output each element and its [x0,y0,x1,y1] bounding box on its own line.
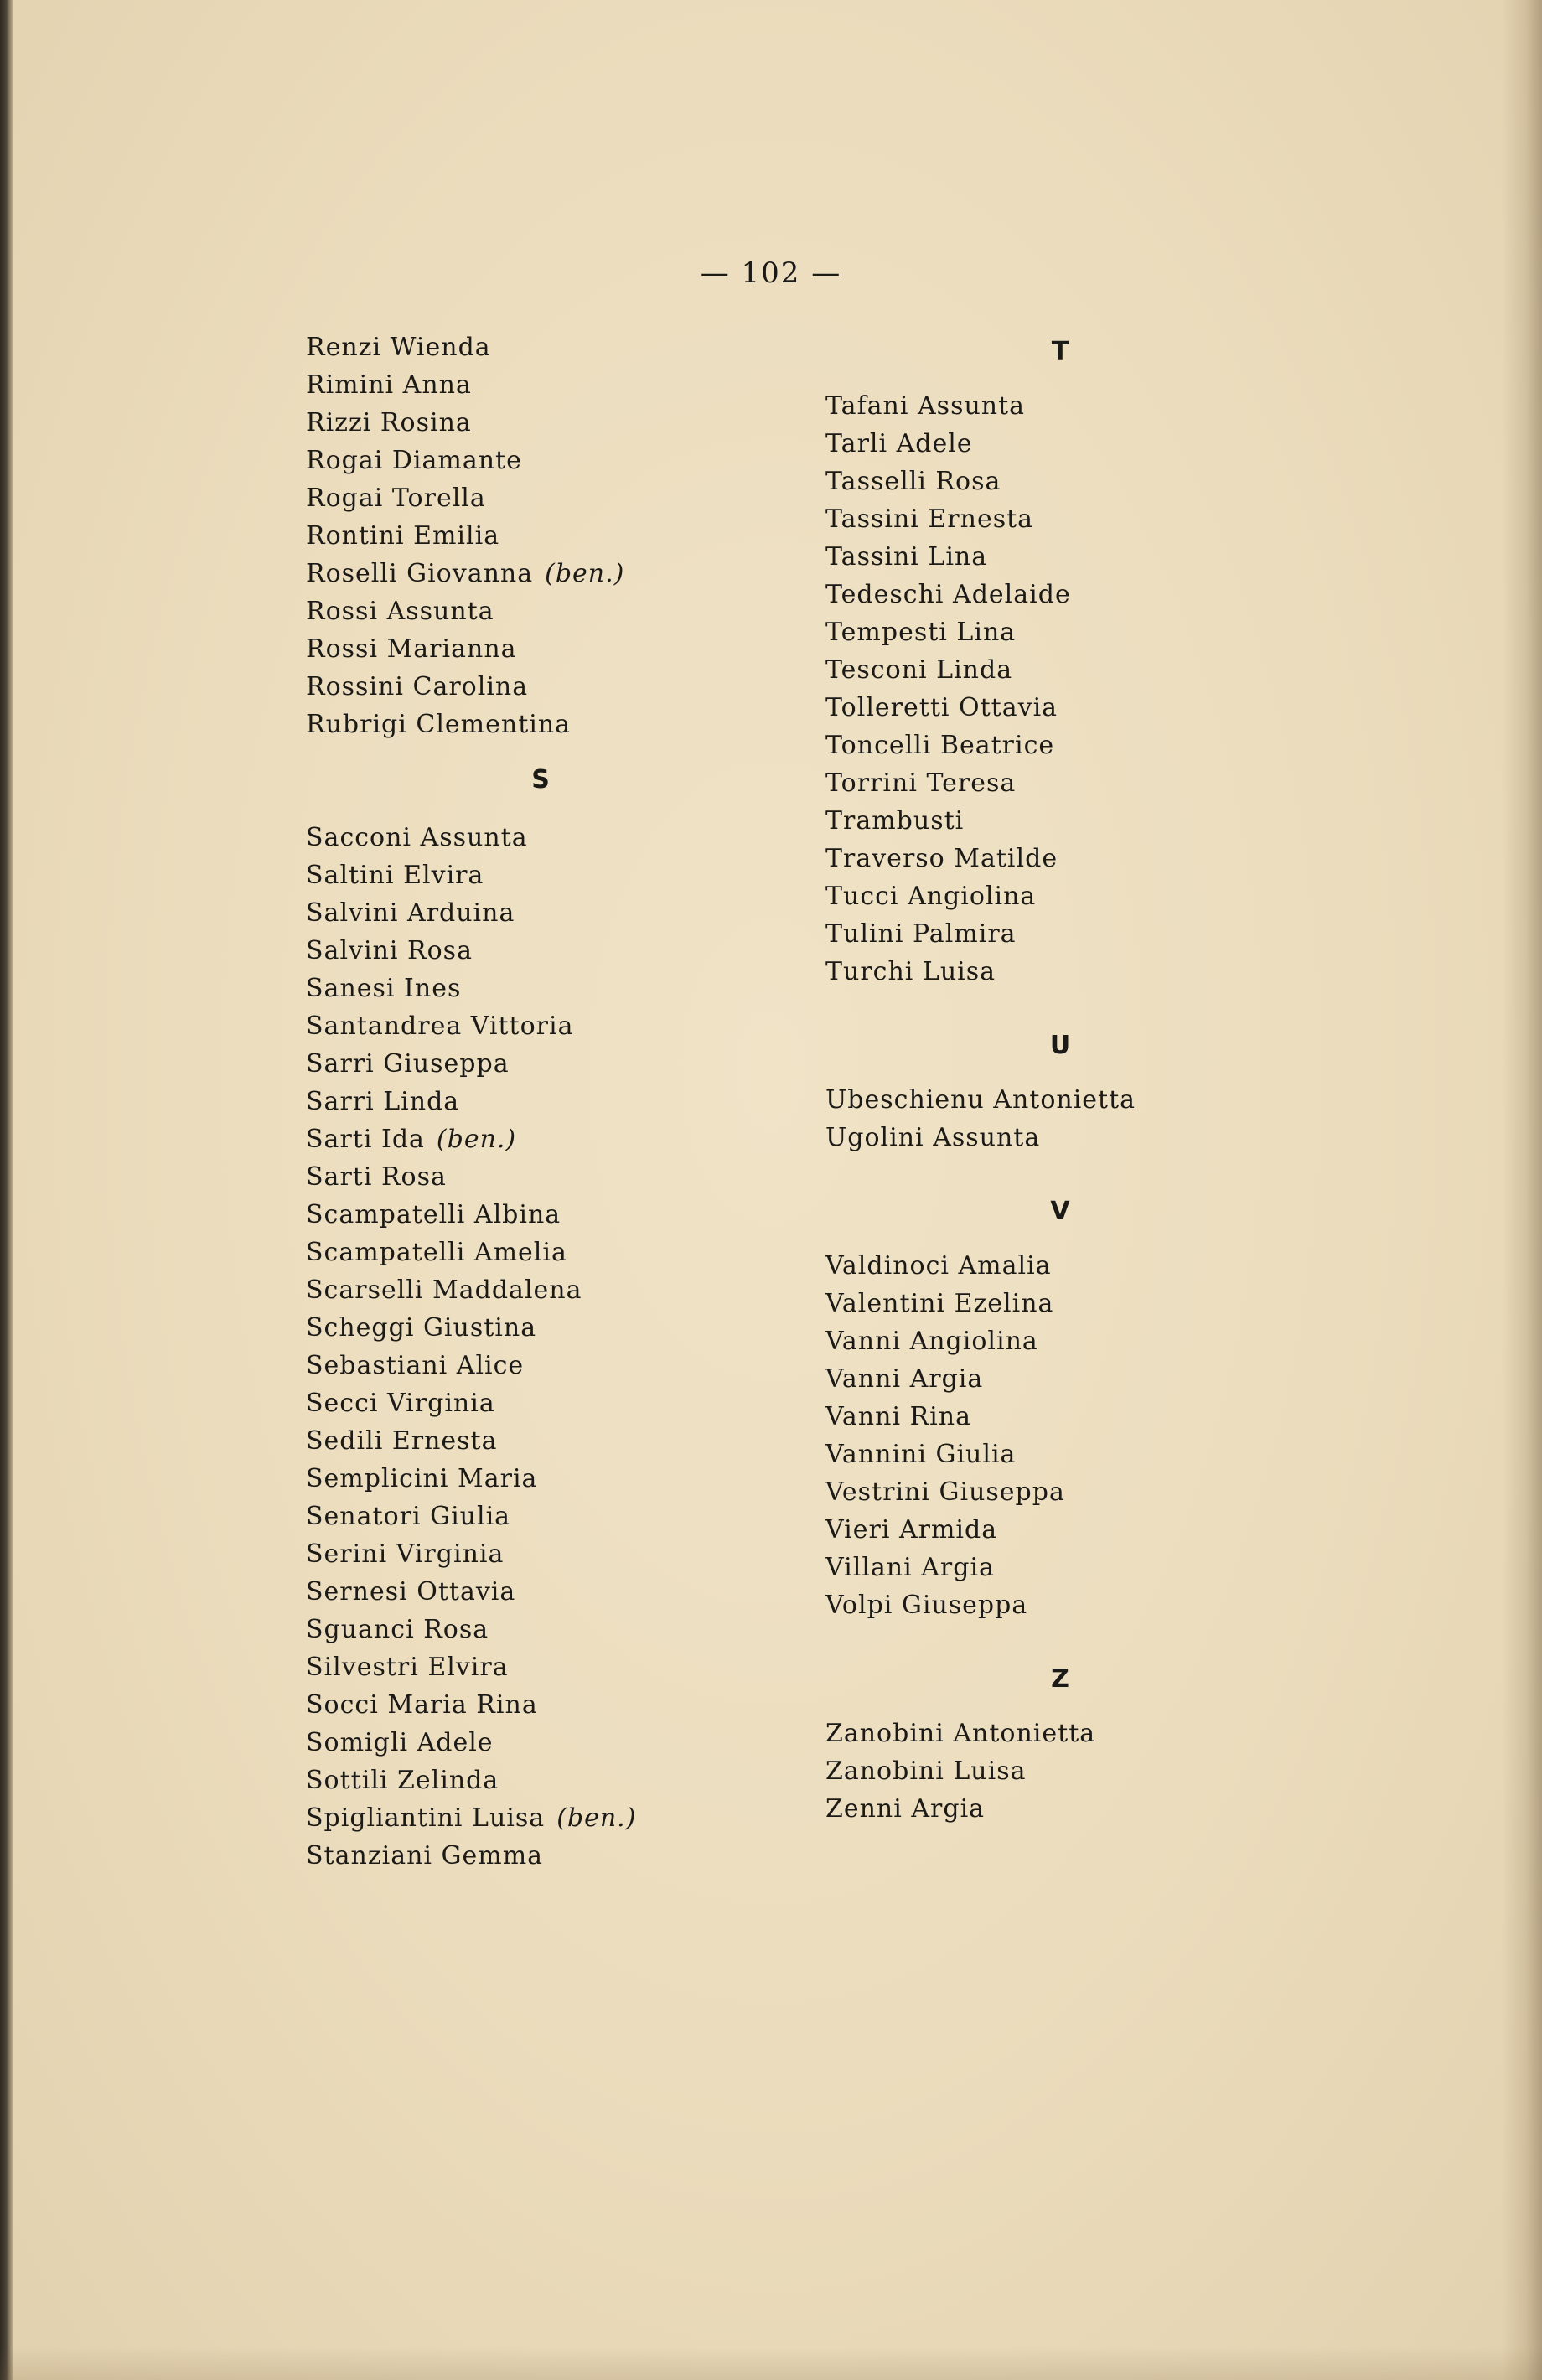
section-heading-s: S [531,765,550,794]
entry-name: Valentini Ezelina [825,1289,1054,1318]
entry-name: Scheggi Giustina [306,1313,537,1343]
name-entry [825,1081,1295,1119]
entry-name: Renzi Wienda [306,333,491,362]
name-entry [306,1460,775,1498]
name-entry [306,1271,775,1309]
name-entry [306,932,775,970]
entry-name: Sernesi Ottavia [306,1577,516,1606]
name-entry [306,1648,775,1686]
name-entry [825,689,1295,727]
name-entry [306,592,775,630]
name-entry [306,1045,775,1083]
entry-name: Toncelli Beatrice [825,731,1055,760]
name-entry [306,1422,775,1460]
entry-name: Tasselli Rosa [825,467,1001,496]
entry-name: Salvini Arduina [306,898,515,928]
entry-name: Rizzi Rosina [306,408,472,437]
name-entry [306,1573,775,1611]
name-entry [306,630,775,668]
entry-name: Rontini Emilia [306,521,500,551]
entry-note: (ben.) [436,1125,517,1154]
entry-name: Tesconi Linda [825,655,1013,685]
name-entry [825,877,1295,915]
name-entry [306,856,775,894]
name-entry [306,1120,775,1158]
name-entry [825,387,1295,425]
name-entry [825,1398,1295,1436]
entry-name: Salvini Rosa [306,936,473,965]
entry-name: Serini Virginia [306,1539,505,1569]
name-entry [825,1715,1295,1752]
entry-name: Traverso Matilde [825,844,1058,873]
section-heading-z: Z [1051,1664,1069,1694]
entry-name: Turchi Luisa [825,957,996,986]
section-heading-v: V [1050,1197,1070,1226]
name-entry [825,1247,1295,1285]
name-entry [825,1322,1295,1360]
left-column [306,329,775,1875]
entry-name: Tassini Ernesta [825,504,1034,534]
r-name-list [306,329,775,743]
entry-name: Zanobini Luisa [825,1757,1027,1786]
name-entry [306,668,775,706]
entry-name: Trambusti [825,806,965,836]
name-entry [306,1384,775,1422]
entry-name: Senatori Giulia [306,1502,511,1531]
entry-name: Sarri Giuseppa [306,1049,510,1079]
entry-name: Scampatelli Albina [306,1200,561,1229]
name-entry [306,1083,775,1120]
name-entry [306,1611,775,1648]
name-entry [825,1285,1295,1322]
name-entry [825,953,1295,991]
entry-name: Vanni Rina [825,1402,971,1431]
page-number: — 102 — [700,256,842,290]
name-entry [825,463,1295,500]
entry-name: Tarli Adele [825,429,973,458]
name-entry [825,1119,1295,1156]
name-entry [306,1837,775,1875]
entry-note: (ben.) [556,1803,637,1833]
name-entry [306,1158,775,1196]
name-entry [825,1549,1295,1586]
entry-name: Silvestri Elvira [306,1653,509,1682]
entry-name: Ubeschienu Antonietta [825,1085,1136,1115]
entry-name: Socci Maria Rina [306,1690,538,1720]
name-entry [825,764,1295,802]
right-column [825,335,1295,1828]
name-entry [306,1686,775,1724]
name-entry [825,651,1295,689]
entry-name: Sanesi Ines [306,974,462,1003]
entry-name: Torrini Teresa [825,768,1017,798]
entry-name: Sarri Linda [306,1087,460,1116]
entry-name: Volpi Giuseppa [825,1591,1028,1620]
name-entry [306,1309,775,1347]
name-entry [825,727,1295,764]
name-entry [306,442,775,479]
entry-name: Stanziani Gemma [306,1841,544,1870]
name-entry [306,555,775,592]
name-entry [825,613,1295,651]
entry-name: Tucci Angiolina [825,882,1037,911]
name-entry [825,802,1295,840]
entry-name: Vieri Armida [825,1515,998,1544]
entry-name: Sarti Rosa [306,1162,447,1192]
entry-name: Sguanci Rosa [306,1615,489,1644]
entry-name: Scampatelli Amelia [306,1238,567,1267]
name-entry [306,366,775,404]
name-entry [306,404,775,442]
name-entry [306,1347,775,1384]
entry-name: Rossini Carolina [306,672,529,701]
entry-name: Ugolini Assunta [825,1123,1041,1152]
entry-name: Vestrini Giuseppa [825,1477,1065,1507]
entry-name: Tafani Assunta [825,391,1026,421]
name-entry [306,1234,775,1271]
entry-name: Rimini Anna [306,370,472,400]
entry-name: Zenni Argia [825,1794,986,1824]
entry-name: Valdinoci Amalia [825,1251,1052,1281]
entry-name: Rossi Assunta [306,597,494,626]
name-entry [825,1511,1295,1549]
entry-name: Sebastiani Alice [306,1351,525,1380]
entry-name: Tempesti Lina [825,618,1017,647]
name-entry [306,1535,775,1573]
name-entry [825,840,1295,877]
entry-name: Vannini Giulia [825,1440,1017,1469]
book-spine-edge [0,0,13,2380]
name-entry [825,1473,1295,1511]
name-entry [825,1790,1295,1828]
entry-name: Spigliantini Luisa [306,1803,546,1833]
entry-name: Tulini Palmira [825,919,1017,949]
name-entry [825,500,1295,538]
entry-name: Sacconi Assunta [306,823,528,852]
section-heading-u: U [1049,1031,1071,1060]
name-entry [306,1724,775,1762]
entry-name: Vanni Argia [825,1364,984,1394]
entry-name: Sarti Ida [306,1125,425,1154]
entry-name: Santandrea Vittoria [306,1012,574,1041]
entry-name: Zanobini Antonietta [825,1719,1096,1748]
name-entry [825,538,1295,576]
name-entry [825,576,1295,613]
entry-name: Scarselli Maddalena [306,1275,582,1305]
name-entry [306,819,775,856]
entry-name: Rogai Torella [306,484,486,513]
name-entry [825,425,1295,463]
name-entry [306,479,775,517]
entry-name: Sottili Zelinda [306,1766,499,1795]
entry-name: Tassini Lina [825,542,988,572]
name-entry [306,517,775,555]
name-entry [306,1799,775,1837]
section-heading-t: T [1051,337,1069,366]
entry-name: Roselli Giovanna [306,559,534,588]
entry-name: Rubrigi Clementina [306,710,572,739]
name-entry [306,894,775,932]
entry-name: Somigli Adele [306,1728,494,1757]
name-entry [306,1196,775,1234]
entry-name: Secci Virginia [306,1389,495,1418]
entry-name: Tolleretti Ottavia [825,693,1058,722]
name-entry [306,1762,775,1799]
entry-name: Rossi Marianna [306,634,517,664]
name-entry [306,970,775,1007]
entry-name: Vanni Angiolina [825,1327,1038,1356]
page-bottom-edge [0,2346,1542,2380]
name-entry [825,915,1295,953]
entry-name: Tedeschi Adelaide [825,580,1071,609]
s-name-list [306,819,775,1875]
name-entry [306,1007,775,1045]
name-entry [825,1436,1295,1473]
entry-name: Sedili Ernesta [306,1426,498,1456]
name-entry [825,1360,1295,1398]
name-entry [825,1752,1295,1790]
name-entry [306,1498,775,1535]
entry-note: (ben.) [545,559,625,588]
name-entry [306,329,775,366]
name-entry [825,1586,1295,1624]
entry-name: Villani Argia [825,1553,995,1582]
name-entry [306,706,775,743]
entry-name: Semplicini Maria [306,1464,538,1493]
entry-name: Rogai Diamante [306,446,522,475]
entry-name: Saltini Elvira [306,861,484,890]
page-right-edge [1502,0,1542,2380]
